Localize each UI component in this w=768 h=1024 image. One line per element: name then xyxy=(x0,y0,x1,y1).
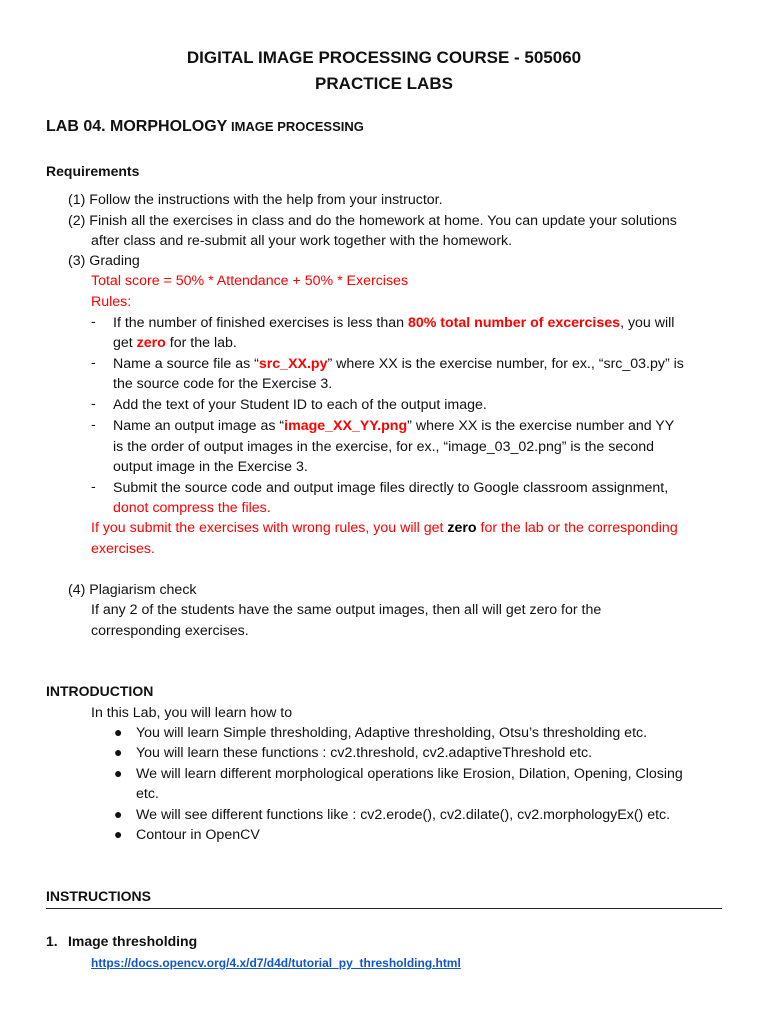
plagiarism-line1: If any 2 of the students have the same output images, then all will get zero for the xyxy=(91,602,602,618)
intro-bullet-4: We will see different functions like : cv2.erode(), cv2.dilate(), cv2.morphologyEx() etc. xyxy=(136,807,671,823)
rule-1-for-lab: for the lab. xyxy=(165,335,237,351)
warning-text: If you submit the exercises with wrong rules, you will get xyxy=(91,520,448,536)
req-item-1: (1) Follow the instructions with the help from your instructor. xyxy=(68,192,443,208)
course-subtitle: PRACTICE LABS xyxy=(315,74,453,93)
rule-1-highlight: 80% total number of excercises xyxy=(407,315,621,331)
rule-1-text: If the number of finished exercises is less than xyxy=(113,315,408,331)
lab-title-small: IMAGE PROCESSING xyxy=(227,119,364,134)
bullet-icon: ● xyxy=(114,765,123,781)
rule-5-line1: Submit the source code and output image files directly to Google classroom assignment, xyxy=(113,480,669,496)
req-item-4: (4) Plagiarism check xyxy=(68,582,197,598)
rules-label: Rules: xyxy=(91,294,132,310)
bullet-icon: ● xyxy=(114,724,123,740)
bullet-icon: ● xyxy=(114,744,123,760)
rule-4-filename: image_XX_YY.png xyxy=(284,418,408,434)
warning-line2: exercises. xyxy=(91,541,155,557)
plagiarism-line2: corresponding exercises. xyxy=(91,623,249,639)
introduction-lead: In this Lab, you will learn how to xyxy=(91,705,293,721)
rule-4-text: Name an output image as “ xyxy=(113,418,285,434)
intro-bullet-3-line1: We will learn different morphological operations like Erosion, Dilation, Opening, Closing xyxy=(136,766,683,782)
step-1-number: 1. xyxy=(46,933,58,949)
req-item-2-line1: (2) Finish all the exercises in class and do the homework at home. You can update your solutions xyxy=(68,213,677,229)
rule-1-text-end: , you will xyxy=(620,315,675,331)
step-1-title: Image thresholding xyxy=(68,933,198,949)
rule-1-line1 xyxy=(113,313,674,333)
warning-zero: zero xyxy=(447,520,477,536)
rule-2-dash: - xyxy=(91,355,96,371)
bullet-icon: ● xyxy=(114,826,123,842)
thresholding-tutorial-link[interactable]: https://docs.opencv.org/4.x/d7/d4d/tutorial_py_thresholding.html xyxy=(91,956,461,970)
rule-4-text-end: ” where XX is the exercise number and YY xyxy=(407,418,675,434)
course-title: DIGITAL IMAGE PROCESSING COURSE - 505060 xyxy=(186,48,582,67)
warning-text-end: for the lab or the corresponding xyxy=(476,520,678,536)
lab-title xyxy=(46,118,364,136)
warning-line1 xyxy=(91,518,678,538)
rule-1-get: get xyxy=(113,335,137,351)
rule-2-line1 xyxy=(113,354,684,374)
instructions-heading: INSTRUCTIONS xyxy=(46,888,151,904)
rule-2-text-end: ” where XX is the exercise number, for ex., “src_03.py” is xyxy=(327,356,684,372)
step-1-link-wrap xyxy=(91,954,461,972)
bullet-icon: ● xyxy=(114,806,123,822)
intro-bullet-2: You will learn these functions : cv2.threshold, cv2.adaptiveThreshold etc. xyxy=(136,745,593,761)
rule-4-line1 xyxy=(113,416,674,436)
rule-2-filename: src_XX.py xyxy=(258,356,328,372)
intro-bullet-3-line2: etc. xyxy=(136,786,159,802)
lab-title-main: LAB 04. MORPHOLOGY xyxy=(46,118,228,135)
rule-2-text: Name a source file as “ xyxy=(113,356,259,372)
section-divider xyxy=(46,908,722,909)
intro-bullet-1: You will learn Simple thresholding, Adaptive thresholding, Otsu’s thresholding etc. xyxy=(136,725,648,741)
rule-1-zero: zero xyxy=(136,335,166,351)
rule-5-line2: donot compress the files. xyxy=(113,500,271,516)
rule-1-dash: - xyxy=(91,314,96,330)
introduction-heading: INTRODUCTION xyxy=(46,683,154,699)
intro-bullet-5: Contour in OpenCV xyxy=(136,827,260,843)
rule-2-line2: the source code for the Exercise 3. xyxy=(113,376,333,392)
req-item-3: (3) Grading xyxy=(68,253,140,269)
rule-4-line3: output image in the Exercise 3. xyxy=(113,459,308,475)
rule-3-dash: - xyxy=(91,396,96,412)
rule-4-dash: - xyxy=(91,417,96,433)
req-item-2-line2: after class and re-submit all your work together with the homework. xyxy=(91,233,513,249)
rule-1-line2 xyxy=(113,333,237,353)
rule-5-dash: - xyxy=(91,479,96,495)
rule-3-line1: Add the text of your Student ID to each of the output image. xyxy=(113,397,487,413)
rule-4-line2: is the order of output images in the exercise, for ex., “image_03_02.png” is the second xyxy=(113,439,655,455)
total-score: Total score = 50% * Attendance + 50% * Exercises xyxy=(91,273,409,289)
requirements-heading: Requirements xyxy=(46,163,140,179)
